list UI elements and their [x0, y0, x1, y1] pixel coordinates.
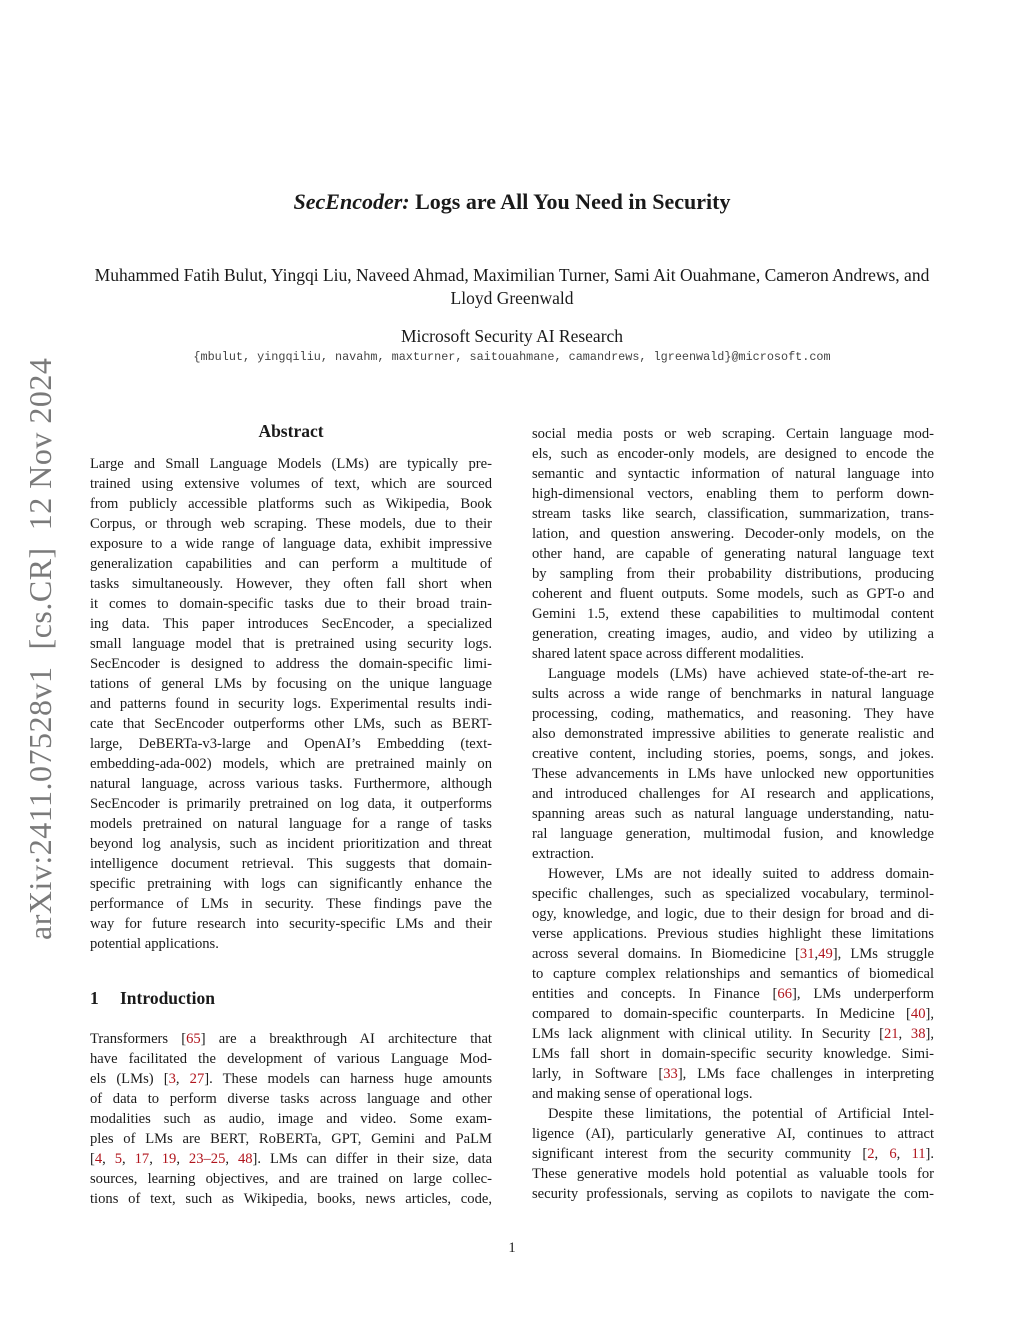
- text-run: generation, creating images, audio, and video by utilizing a: [532, 626, 934, 642]
- text-run: ,: [122, 1151, 135, 1167]
- abstract-line: SecEncoder is designed to address the domain-specific limi-: [90, 656, 492, 672]
- text-run: across several domains. In Biomedicine [: [532, 946, 800, 962]
- text-run: ,: [874, 1146, 890, 1162]
- text-run: sults across a wide range of benchmarks in natural language: [532, 686, 934, 702]
- abstract-line: tations of general LMs by focusing on the unique language: [90, 676, 492, 692]
- citation-link[interactable]: 17: [134, 1151, 150, 1167]
- abstract-line: tasks simultaneously. However, they often fall short when: [90, 576, 492, 592]
- text-line: [532, 864, 934, 884]
- text-run: [: [90, 1151, 95, 1167]
- text-run: ] are a breakthrough AI architecture that: [200, 1031, 492, 1047]
- section-title: Introduction: [120, 988, 215, 1008]
- text-run: and introduced challenges for AI research and applications,: [532, 786, 934, 802]
- section-number: 1: [90, 988, 99, 1008]
- text-run: lation, and question answering. Decoder-only models, on the: [532, 526, 934, 542]
- abstract-line: and patterns found in security logs. Experimental results indi-: [90, 696, 492, 712]
- text-run: ]. LMs can differ in their size, data: [252, 1151, 493, 1167]
- text-run: ples of LMs are BERT, RoBERTa, GPT, Gemini and PaLM: [90, 1131, 492, 1147]
- text-run: semantic and syntactic information of natural language into: [532, 466, 934, 482]
- text-line: [532, 1124, 934, 1144]
- text-run: ], LMs face challenges in interpreting: [677, 1066, 934, 1082]
- text-run: modalities such as audio, image and video. Some exam-: [90, 1111, 492, 1127]
- abstract-line: it comes to domain-specific tasks due to their broad train-: [90, 596, 492, 612]
- text-run: ,: [176, 1151, 189, 1167]
- citation-link[interactable]: 19: [161, 1151, 177, 1167]
- text-line: [532, 1024, 934, 1044]
- citation-link[interactable]: 3: [168, 1071, 176, 1087]
- abstract-heading: Abstract: [258, 421, 324, 441]
- abstract-line: ing data. This paper introduces SecEncoder, a specialized: [90, 616, 492, 632]
- text-line: [532, 984, 934, 1004]
- text-run: Transformers [: [90, 1031, 187, 1047]
- author-emails: {mbulut, yingqiliu, navahm, maxturner, saitouahmane, camandrews, lgreenwald}@microsoft.com: [193, 350, 831, 364]
- citation-link[interactable]: 31: [799, 946, 815, 962]
- title-rest: Logs are All You Need in Security: [409, 189, 731, 214]
- text-run: of data to perform diverse tasks across language and other: [90, 1091, 492, 1107]
- text-line: [532, 964, 934, 984]
- text-run: ],: [925, 1026, 935, 1042]
- abstract-line: Corpus, or through web scraping. These models, due to their: [90, 516, 492, 532]
- text-run: verse applications. Previous studies highlight these limitations: [532, 926, 934, 942]
- text-run: ]. These models can harness huge amounts: [204, 1071, 492, 1087]
- author-list: Muhammed Fatih Bulut, Yingqi Liu, Naveed Ahmad, Maximilian Turner, Sami Ait Ouahmane, Cameron Andrews, and Lloyd Greenwald: [94, 265, 930, 308]
- text-line: [532, 844, 934, 864]
- text-line: [532, 944, 934, 964]
- abstract-line: from publicly accessible platforms such as Wikipedia, Book: [90, 496, 492, 512]
- text-run: These advancements in LMs have unlocked new opportunities: [532, 766, 934, 782]
- abstract-line: way for future research into security-specific LMs and their: [90, 916, 492, 932]
- text-run: security professionals, serving as copilots to navigate the com-: [532, 1186, 934, 1202]
- arxiv-identifier: arXiv:2411.07528v1 [cs.CR] 12 Nov 2024: [22, 357, 58, 940]
- text-run: ], LMs underperform: [791, 986, 934, 1002]
- citation-link[interactable]: 38: [910, 1026, 926, 1042]
- text-line: [90, 1109, 492, 1129]
- text-line: [90, 1189, 492, 1209]
- text-line: [532, 824, 934, 844]
- citation-link[interactable]: 6: [889, 1146, 897, 1162]
- text-run: ],: [925, 1006, 934, 1022]
- text-line: [90, 1089, 492, 1109]
- citation-link[interactable]: 11: [911, 1146, 926, 1162]
- text-run: entities and concepts. In Finance [: [532, 986, 778, 1002]
- text-run: coherent and fluent outputs. Some models, such as GPT-o and: [532, 586, 934, 602]
- text-run: spanning areas such as natural language understanding, natu-: [532, 806, 934, 822]
- text-line: [532, 504, 934, 524]
- abstract-line: exposure to a wide range of language data, exhibit impressive: [90, 536, 492, 552]
- text-run: also demonstrated impressive abilities to generate realistic and: [532, 726, 934, 742]
- text-run: social media posts or web scraping. Certain language mod-: [532, 426, 934, 442]
- citation-link[interactable]: 21: [883, 1026, 899, 1042]
- text-run: Despite these limitations, the potential of Artificial Intel-: [548, 1106, 934, 1122]
- text-run: However, LMs are not ideally suited to address domain-: [548, 866, 934, 882]
- text-line: [532, 1184, 934, 1204]
- text-run: larly, in Software [: [532, 1066, 664, 1082]
- text-line: [532, 1164, 934, 1184]
- text-run: els (LMs) [: [90, 1071, 169, 1087]
- text-run: other hand, are capable of generating natural language text: [532, 546, 934, 562]
- text-run: have facilitated the development of various Language Mod-: [90, 1051, 492, 1067]
- citation-link[interactable]: 33: [663, 1066, 678, 1082]
- text-run: ], LMs struggle: [832, 946, 934, 962]
- text-line: [90, 1069, 492, 1089]
- text-run: and making sense of operational logs.: [532, 1086, 753, 1102]
- text-line: [532, 804, 934, 824]
- text-run: LMs lack alignment with clinical utility. In Security [: [532, 1026, 884, 1042]
- text-line: [90, 1149, 492, 1169]
- text-run: ,: [896, 1146, 912, 1162]
- text-run: creative content, including stories, poems, songs, and jokes.: [532, 746, 934, 762]
- text-line: [532, 1144, 934, 1164]
- affiliation: Microsoft Security AI Research: [400, 326, 624, 346]
- text-run: Gemini 1.5, extend these capabilities to multimodal content: [532, 606, 934, 622]
- text-run: tions of text, such as Wikipedia, books, news articles, code,: [90, 1191, 492, 1207]
- text-run: high-dimensional vectors, enabling them to perform down-: [532, 486, 934, 502]
- abstract-line: large, DeBERTa-v3-large and OpenAI’s Embedding (text-: [90, 736, 492, 752]
- text-run: processing, coding, mathematics, and reasoning. They have: [532, 706, 934, 722]
- text-line: [532, 904, 934, 924]
- text-line: [532, 424, 934, 444]
- text-line: [532, 1004, 934, 1024]
- text-line: [90, 1129, 492, 1149]
- text-line: [532, 784, 934, 804]
- text-line: [532, 464, 934, 484]
- text-line: [532, 924, 934, 944]
- text-run: extraction.: [532, 846, 594, 862]
- citation-link[interactable]: 48: [237, 1151, 253, 1167]
- text-line: [532, 744, 934, 764]
- text-run: compared to domain-specific counterparts. In Medicine [: [532, 1006, 911, 1022]
- text-run: ,: [102, 1151, 115, 1167]
- text-run: ,: [814, 946, 819, 962]
- paper-title: [0, 189, 1024, 215]
- text-run: to capture complex relationships and semantics of biomedical: [532, 966, 934, 982]
- text-line: [90, 1169, 492, 1189]
- title-italic: SecEncoder:: [293, 189, 410, 214]
- text-line: [532, 1064, 934, 1084]
- abstract-line: small language model that is pretrained using security logs.: [90, 636, 492, 652]
- text-run: els, such as encoder-only models, are designed to encode the: [532, 446, 934, 462]
- citation-link[interactable]: 5: [114, 1151, 123, 1167]
- citation-link[interactable]: 65: [186, 1031, 201, 1047]
- citation-link[interactable]: 49: [818, 946, 833, 962]
- text-run: shared latent space across different modalities.: [532, 646, 805, 662]
- text-line: [532, 1044, 934, 1064]
- citation-link[interactable]: 23–25: [188, 1151, 226, 1167]
- abstract-line: potential applications.: [90, 936, 219, 952]
- text-run: These generative models hold potential as valuable tools for: [532, 1166, 934, 1182]
- abstract-line: natural language, across various tasks. Furthermore, although: [90, 776, 492, 792]
- section-heading-introduction: [90, 988, 215, 1009]
- text-line: [532, 604, 934, 624]
- abstract-line: intelligence document retrieval. This suggests that domain-: [90, 856, 492, 872]
- text-line: [532, 564, 934, 584]
- text-run: ,: [175, 1071, 190, 1087]
- text-run: significant interest from the security community [: [532, 1146, 868, 1162]
- text-run: stream tasks like search, classification, summarization, trans-: [532, 506, 934, 522]
- page-number: 1: [508, 1240, 516, 1256]
- text-line: [532, 624, 934, 644]
- citation-link[interactable]: 27: [189, 1071, 205, 1087]
- abstract-line: models pretrained on natural language for a range of tasks: [90, 816, 492, 832]
- text-line: [532, 484, 934, 504]
- abstract-line: generalization capabilities and can perform a multitude of: [90, 556, 492, 572]
- abstract-line: SecEncoder is primarily pretrained on log data, it outperforms: [90, 796, 492, 812]
- abstract-line: specific pretraining with logs can significantly enhance the: [90, 876, 492, 892]
- text-run: specific challenges, such as specialized vocabulary, terminol-: [532, 886, 934, 902]
- text-line: [532, 884, 934, 904]
- text-line: [532, 544, 934, 564]
- citation-link[interactable]: 2: [867, 1146, 875, 1162]
- text-line: [532, 584, 934, 604]
- text-run: ,: [225, 1151, 238, 1167]
- abstract-line: trained using extensive volumes of text, which are sourced: [90, 476, 492, 492]
- text-line: [532, 644, 934, 664]
- abstract-line: cate that SecEncoder outperforms other LMs, such as BERT-: [90, 716, 492, 732]
- text-run: ,: [149, 1151, 162, 1167]
- text-run: ,: [898, 1026, 911, 1042]
- abstract-line: embedding-ada-002) models, which are pretrained mainly on: [90, 756, 492, 772]
- text-run: ral language generation, multimodal fusion, and knowledge: [532, 826, 934, 842]
- citation-link[interactable]: 66: [777, 986, 792, 1002]
- text-line: [532, 724, 934, 744]
- text-run: sources, learning objectives, and are trained on large collec-: [90, 1171, 492, 1187]
- abstract-line: beyond log analysis, such as incident prioritization and threat: [90, 836, 492, 852]
- text-line: [532, 444, 934, 464]
- text-run: LMs fall short in domain-specific security knowledge. Simi-: [532, 1046, 934, 1062]
- text-run: ogy, knowledge, and logic, due to their design for broad and di-: [532, 906, 934, 922]
- text-line: [532, 684, 934, 704]
- text-line: [532, 664, 934, 684]
- text-line: [90, 1049, 492, 1069]
- text-line: [90, 1029, 492, 1049]
- text-run: ligence (AI), particularly generative AI, continues to attract: [532, 1126, 934, 1142]
- citation-link[interactable]: 4: [94, 1151, 103, 1167]
- abstract-line: Large and Small Language Models (LMs) are typically pre-: [90, 456, 492, 472]
- text-line: [532, 1104, 934, 1124]
- text-run: Language models (LMs) have achieved state-of-the-art re-: [548, 666, 934, 682]
- citation-link[interactable]: 40: [910, 1006, 926, 1022]
- text-run: ].: [925, 1146, 935, 1162]
- text-line: [532, 524, 934, 544]
- text-run: by sampling from their probability distributions, producing: [532, 566, 934, 582]
- text-line: [532, 1084, 934, 1104]
- abstract-line: performance of LMs in security. These findings pave the: [90, 896, 492, 912]
- text-line: [532, 764, 934, 784]
- text-line: [532, 704, 934, 724]
